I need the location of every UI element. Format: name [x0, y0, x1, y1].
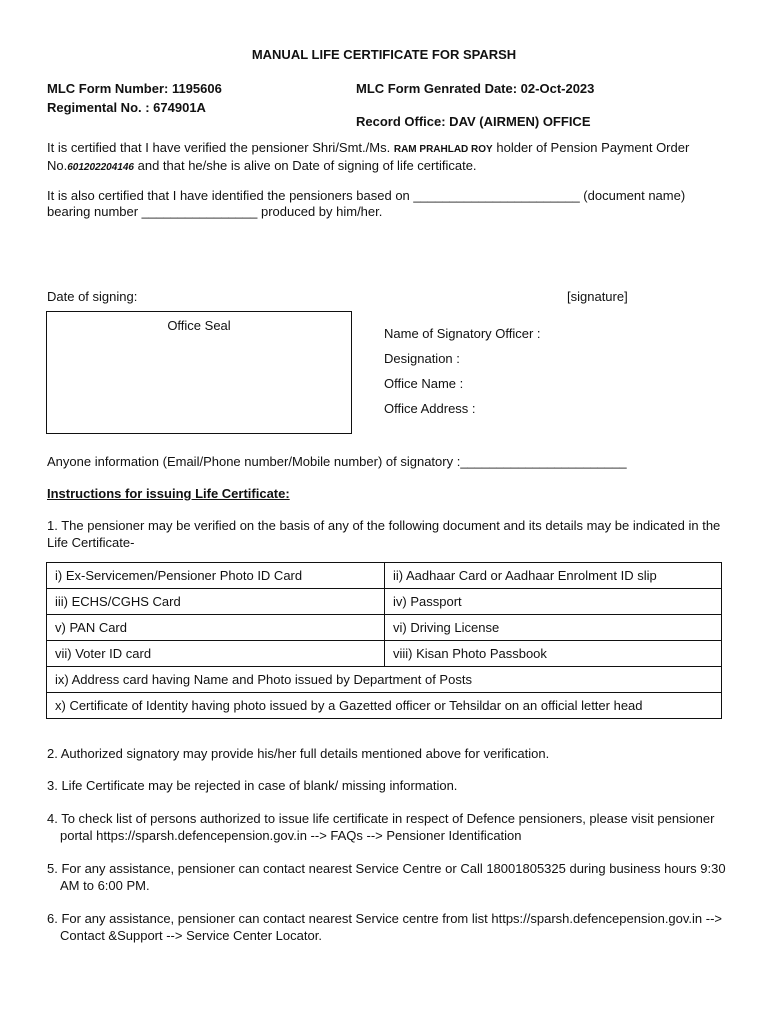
- cert-line2-pre: No.: [47, 158, 68, 173]
- table-row: [47, 641, 722, 667]
- cert-line1-post: holder of Pension Payment Order: [496, 140, 690, 155]
- instruction-6: [47, 910, 737, 944]
- certification-paragraph: [47, 140, 727, 176]
- date-of-signing-label: Date of signing:: [47, 289, 138, 304]
- table-cell: iv) Passport: [385, 589, 722, 615]
- instruction-5-line2: AM to 6:00 PM.: [60, 878, 150, 893]
- table-cell: vii) Voter ID card: [47, 641, 385, 667]
- instruction-3: 3. Life Certificate may be rejected in case of blank/ missing information.: [47, 778, 458, 793]
- table-row: [47, 589, 722, 615]
- table-cell: ii) Aadhaar Card or Aadhaar Enrolment ID slip: [385, 563, 722, 589]
- ppo-number: 601202204146: [67, 162, 134, 173]
- instruction-5-line1: 5. For any assistance, pensioner can contact nearest Service Centre or Call 18001805325 during business hours 9:30: [47, 861, 726, 876]
- office-seal-box: [46, 311, 352, 434]
- designation-label: Designation :: [384, 351, 460, 366]
- instruction-4: [47, 810, 737, 844]
- office-seal-label: Office Seal: [167, 318, 231, 333]
- instruction-4-line2: portal https://sparsh.defencepension.gov.in --> FAQs --> Pensioner Identification: [60, 828, 522, 843]
- table-cell: x) Certificate of Identity having photo issued by a Gazetted officer or Tehsildar on an official letter head: [47, 693, 722, 719]
- instruction-1: [47, 517, 737, 551]
- pensioner-name: RAM PRAHLAD ROY: [393, 144, 493, 155]
- table-row: [47, 667, 722, 693]
- table-row: [47, 563, 722, 589]
- identification-paragraph: [47, 188, 727, 220]
- signatory-name-label: Name of Signatory Officer :: [384, 326, 541, 341]
- identification-line2: bearing number ________________ produced by him/her.: [47, 204, 383, 219]
- table-row: [47, 693, 722, 719]
- generated-date: MLC Form Genrated Date: 02-Oct-2023: [356, 81, 595, 96]
- table-cell: vi) Driving License: [385, 615, 722, 641]
- form-number: MLC Form Number: 1195606: [47, 81, 222, 96]
- record-office: Record Office: DAV (AIRMEN) OFFICE: [356, 114, 591, 129]
- instruction-6-line1: 6. For any assistance, pensioner can contact nearest Service centre from list https://sparsh.defencepension.gov.in -->: [47, 911, 723, 926]
- instruction-1-line2: Life Certificate-: [47, 535, 135, 550]
- table-cell: i) Ex-Servicemen/Pensioner Photo ID Card: [47, 563, 385, 589]
- table-cell: iii) ECHS/CGHS Card: [47, 589, 385, 615]
- table-row: [47, 615, 722, 641]
- instructions-heading: Instructions for issuing Life Certificate:: [47, 486, 290, 501]
- identification-line1: It is also certified that I have identified the pensioners based on _______________________ (document name): [47, 188, 686, 203]
- cert-line2-post: and that he/she is alive on Date of signing of life certificate.: [137, 158, 477, 173]
- documents-table: [46, 562, 722, 719]
- signatory-contact-label: Anyone information (Email/Phone number/Mobile number) of signatory :_______________________: [47, 454, 627, 469]
- page-title: MANUAL LIFE CERTIFICATE FOR SPARSH: [251, 47, 517, 62]
- instruction-2: 2. Authorized signatory may provide his/her full details mentioned above for verification.: [47, 746, 550, 761]
- instruction-4-line1: 4. To check list of persons authorized to issue life certificate in respect of Defence pensioners, please visit pensioner: [47, 811, 715, 826]
- instruction-1-line1: 1. The pensioner may be verified on the basis of any of the following document and its details may be indicated in the: [47, 518, 721, 533]
- table-cell: v) PAN Card: [47, 615, 385, 641]
- instruction-6-line2: Contact &Support --> Service Center Locator.: [60, 928, 322, 943]
- regimental-number: Regimental No. : 674901A: [47, 100, 206, 115]
- signature-label: [signature]: [567, 289, 628, 304]
- table-cell: ix) Address card having Name and Photo issued by Department of Posts: [47, 667, 722, 693]
- cert-line1-pre: It is certified that I have verified the pensioner Shri/Smt./Ms.: [47, 140, 391, 155]
- table-cell: viii) Kisan Photo Passbook: [385, 641, 722, 667]
- instruction-5: [47, 860, 737, 894]
- office-address-label: Office Address :: [384, 401, 476, 416]
- office-name-label: Office Name :: [384, 376, 464, 391]
